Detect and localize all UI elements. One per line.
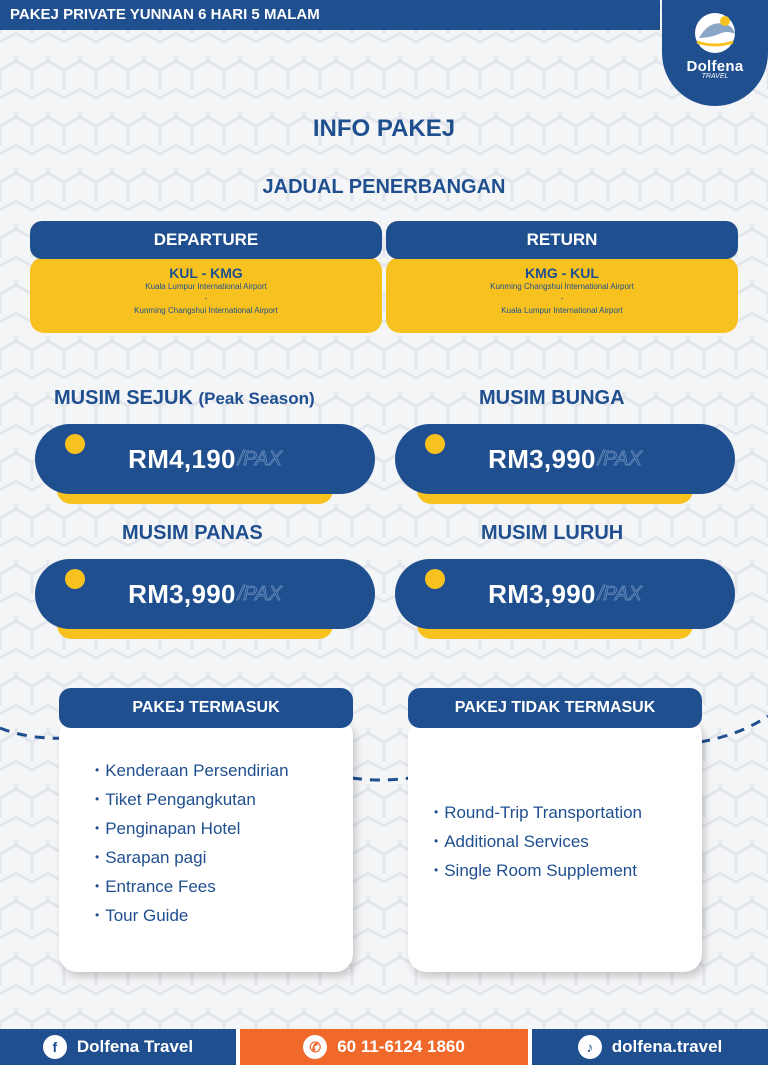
phone-icon: ✆ <box>303 1035 327 1059</box>
season-summer-label: MUSIM PANAS <box>122 522 263 544</box>
logo-name: Dolfena <box>686 58 744 75</box>
package-title-bar <box>0 0 660 30</box>
phone-label: 60 11-6124 1860 <box>337 1037 465 1056</box>
excluded-heading: PAKEJ TIDAK TERMASUK <box>408 688 702 728</box>
phone-link[interactable] <box>240 1029 528 1065</box>
price-autumn <box>395 559 735 639</box>
dolphin-logo-icon <box>689 12 741 54</box>
price-summer-amount: RM3,990 <box>128 578 236 609</box>
list-item: • Penginapan Hotel <box>95 814 289 843</box>
tiktok-link[interactable] <box>532 1029 768 1065</box>
dot-icon <box>425 569 445 589</box>
departure-details <box>30 257 382 333</box>
price-autumn-unit: /PAX <box>597 582 642 605</box>
price-summer-unit: /PAX <box>237 582 282 605</box>
price-spring <box>395 424 735 504</box>
list-item: • Tiket Pengangkutan <box>95 785 289 814</box>
list-item: • Round-Trip Transportation <box>434 798 642 827</box>
list-item: • Sarapan pagi <box>95 843 289 872</box>
price-autumn-amount: RM3,990 <box>488 578 596 609</box>
flight-schedule-heading: JADUAL PENERBANGAN <box>262 176 506 198</box>
season-winter-note: (Peak Season) <box>198 389 315 408</box>
price-winter-amount: RM4,190 <box>128 443 236 474</box>
facebook-icon: f <box>43 1035 67 1059</box>
footer-bar <box>0 1029 768 1065</box>
return-card <box>386 221 738 333</box>
tiktok-label: dolfena.travel <box>611 1037 723 1056</box>
package-title: PAKEJ PRIVATE YUNNAN 6 HARI 5 MALAM <box>10 6 320 23</box>
departure-to: Kunming Changshui International Airport <box>134 306 278 315</box>
price-winter <box>35 424 375 504</box>
return-header: RETURN <box>386 221 738 259</box>
dot-icon <box>65 434 85 454</box>
price-summer <box>35 559 375 639</box>
price-spring-amount: RM3,990 <box>488 443 596 474</box>
included-list <box>95 756 289 930</box>
tiktok-icon: ♪ <box>578 1035 602 1059</box>
return-route: KMG - KUL <box>525 265 599 281</box>
return-details <box>386 257 738 333</box>
price-winter-unit: /PAX <box>237 447 282 470</box>
page-title: INFO PAKEJ <box>312 115 456 142</box>
list-item: • Kenderaan Persendirian <box>95 756 289 785</box>
brand-logo[interactable] <box>662 0 768 106</box>
departure-from: Kuala Lumpur International Airport <box>145 282 267 291</box>
return-separator: - <box>560 294 564 303</box>
list-item: • Single Room Supplement <box>434 856 642 885</box>
list-item: • Additional Services <box>434 827 642 856</box>
departure-header: DEPARTURE <box>30 221 382 259</box>
dot-icon <box>425 434 445 454</box>
facebook-link[interactable] <box>0 1029 236 1065</box>
season-autumn-label: MUSIM LURUH <box>481 522 624 544</box>
price-spring-unit: /PAX <box>597 447 642 470</box>
excluded-list <box>434 798 642 885</box>
dot-icon <box>65 569 85 589</box>
list-item: • Tour Guide <box>95 901 289 930</box>
season-winter-name: MUSIM SEJUK <box>54 387 193 409</box>
excluded-card <box>408 688 702 972</box>
included-heading: PAKEJ TERMASUK <box>59 688 353 728</box>
logo-subtitle: TRAVEL <box>701 73 729 80</box>
departure-route: KUL - KMG <box>169 265 243 281</box>
departure-separator: - <box>204 294 208 303</box>
season-spring-label: MUSIM BUNGA <box>479 387 625 409</box>
return-to: Kuala Lumpur International Airport <box>501 306 623 315</box>
season-winter-label <box>54 387 315 410</box>
included-card <box>59 688 353 972</box>
return-from: Kunming Changshui International Airport <box>490 282 634 291</box>
list-item: • Entrance Fees <box>95 872 289 901</box>
departure-card <box>30 221 382 333</box>
facebook-label: Dolfena Travel <box>76 1037 194 1056</box>
